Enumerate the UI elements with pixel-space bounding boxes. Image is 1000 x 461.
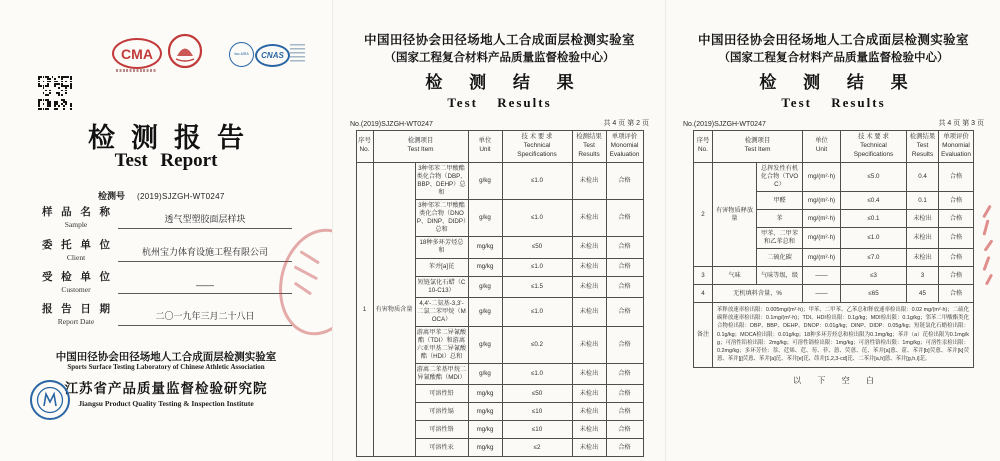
cell-result: 3 (907, 267, 939, 285)
lab-name-en: Sports Surface Testing Laboratory of Chinese Athletic Association (67, 363, 265, 371)
cell-test-item: 苯并[a]芘 (415, 258, 468, 276)
qr-module (61, 94, 63, 96)
cell-spec: ≤1.0 (502, 200, 572, 237)
results-page-3 (665, 0, 1000, 461)
qr-module (49, 92, 51, 94)
cell-test-item: 3种邻苯二甲酸酯类化合物（DBP、BBP、DEHP）总和 (415, 162, 468, 199)
cell-eval: 合格 (939, 192, 974, 210)
qr-module (70, 87, 72, 89)
cell-section-no: 3 (694, 267, 713, 285)
results-table-page3 (693, 130, 974, 368)
remark-text: 苯释放速率检出限：0.005mg/(m²·h)；甲苯、二甲苯、乙苯总和释放速率检出限：0.02 mg/(m²·h)；二硫化碳释放速率检出限：0.1mg/(m²·h)；TDI、HDI检出限：0.1g/kg；MDI检出限：0.1g/kg；邻苯二甲酸酯类化合物检出限：DBP、BBP、DEHP、DNOP：0.01g/kg；DINP、DIDP：0.05g/kg；短链氯化石蜡检出限：0.1g/kg；MOCA检出限：0.01g/kg；18种多环芳烃总和检出限为0.1mg/kg；苯并（a）芘检出限为0.1mg/kg；可溶性铅检出限：2mg/kg；可溶性镉检出限：1mg/kg；可溶性铬检出限：1mg/kg；可溶性汞检出限：0.2mg/kg；多环芳烃：萘、苊烯、苊、芴、菲、蒽、荧蒽、芘、苯并[a]蒽、䓛、苯并[b]荧蒽、苯并[k]荧蒽、苯并[j]荧蒽、苯并[a]芘、苯并[e]芘、茚并[1,2,3-cd]芘、二苯并[a,h]蒽、苯并[g,h,i]苝。 (713, 303, 974, 368)
cma-certificate-number (116, 69, 156, 72)
cell-spec: ≤1.0 (841, 228, 907, 249)
col-header-unit: 单位 Unit (468, 131, 502, 163)
cell-result: 未检出 (907, 210, 939, 228)
cell-unit: —— (803, 285, 841, 303)
cell-test-item: 可溶性铬 (415, 421, 468, 439)
col-header-eval: 单项评价 Monomial Evaluation (606, 131, 643, 163)
cell-unit: mg/kg (468, 258, 502, 276)
cell-eval: 合格 (606, 439, 643, 457)
cell-unit: mg/kg (468, 439, 502, 457)
qr-module (63, 108, 65, 110)
cell-unit: mg/(m²·h) (803, 192, 841, 210)
field-report-date (42, 301, 292, 326)
field-label-en: Client (66, 253, 86, 262)
col-header-item: 检测项目 Test Item (373, 131, 468, 163)
results-page-2 (332, 0, 666, 461)
cell-result: 0.1 (907, 192, 939, 210)
cell-result: 未检出 (572, 326, 606, 363)
cell-spec: ≤0.4 (841, 192, 907, 210)
report-no: No.(2019)SJZGH-WT0247 (683, 121, 766, 128)
cell-spec: ≤1.5 (502, 276, 572, 297)
institute-name-en: Jiangsu Product Quality Testing & Inspection Institute (78, 399, 254, 408)
athletic-association-seal-icon (167, 33, 203, 69)
cell-unit: g/kg (468, 326, 502, 363)
remark-row (694, 303, 974, 368)
page-label: 共 4 页 第 2 页 (603, 120, 649, 127)
page-header-org1: 中国田径协会田径场地人工合成面层检测实验室 (364, 33, 635, 47)
report-number-label: 检测号 (98, 191, 126, 201)
qr-module (47, 94, 49, 96)
cell-unit: mg/(m²·h) (803, 249, 841, 267)
cell-spec: ≤50 (502, 385, 572, 403)
table-row (694, 267, 974, 285)
ilac-mra-logo-icon (229, 42, 254, 67)
cell-unit: g/kg (468, 276, 502, 297)
cell-spec: ≤1.0 (502, 162, 572, 199)
cnas-side-text (290, 44, 305, 63)
page-header-org2: （国家工程复合材料产品质量监督检验中心） (384, 52, 615, 64)
table-head (356, 131, 643, 163)
cell-unit: g/kg (468, 297, 502, 326)
cell-eval: 合格 (939, 210, 974, 228)
cell-section-no: 1 (356, 162, 373, 456)
cell-eval: 合格 (939, 249, 974, 267)
cell-test-item: 可溶性汞 (415, 439, 468, 457)
field-label-cn: 受检单位 (42, 271, 110, 283)
report-no-pagination-row (683, 118, 984, 128)
institute-name-cn: 江苏省产品质量监督检验研究院 (64, 381, 268, 396)
col-header-result: 检测结果 Test Results (572, 131, 606, 163)
cma-label: CMA (121, 45, 153, 62)
cell-spec: ≤10 (502, 403, 572, 421)
report-no: No.(2019)SJZGH-WT0247 (350, 121, 433, 128)
cell-test-item: 可溶性镉 (415, 403, 468, 421)
cell-unit: g/kg (468, 200, 502, 237)
table-row (694, 285, 974, 303)
cell-unit: mg/(m²·h) (803, 162, 841, 191)
qr-code (38, 76, 72, 112)
cell-unit: —— (803, 267, 841, 285)
table-body (694, 162, 974, 367)
qr-module (70, 108, 72, 110)
cell-test-item: 短链氯化石蜡（C10-C13） (415, 276, 468, 297)
field-customer (42, 269, 292, 294)
cell-eval: 合格 (606, 276, 643, 297)
cell-result: 未检出 (907, 228, 939, 249)
field-client (42, 237, 292, 262)
field-value: 二〇一九年三月二十八日 (118, 308, 292, 326)
remark-label: 备注 (694, 303, 713, 368)
field-value: 透气型塑胶面层样块 (118, 211, 292, 229)
col-header-spec: 技 术 要 求 Technical Specifications (502, 131, 572, 163)
cnas-label: CNAS (261, 51, 284, 60)
cell-section-no: 4 (694, 285, 713, 303)
qr-module (49, 105, 51, 107)
cell-eval: 合格 (939, 267, 974, 285)
qr-module (47, 85, 49, 87)
report-no-pagination-row (350, 118, 649, 128)
cell-eval: 合格 (606, 364, 643, 385)
cell-eval: 合格 (606, 326, 643, 363)
table-header-row (694, 131, 974, 163)
cell-test-item: 无机填料含量，% (713, 285, 803, 303)
field-value: 杭州宝力体育设施工程有限公司 (118, 244, 292, 262)
qr-module (45, 90, 47, 92)
cell-unit: mg/kg (468, 385, 502, 403)
cell-spec: ≤2 (502, 439, 572, 457)
cell-test-item: 气味等级，级 (757, 267, 803, 285)
cell-test-item: 甲苯、二甲苯和乙苯总和 (757, 228, 803, 249)
cell-result: 未检出 (572, 364, 606, 385)
cell-test-item: 游离甲苯二异氰酸酯（TDI）和游离六亚甲基二异氰酸酯（HDI）总和 (415, 326, 468, 363)
cell-spec: ≤5.0 (841, 162, 907, 191)
report-title-en: Test Report (114, 150, 218, 171)
cell-test-item: 二硫化碳 (757, 249, 803, 267)
cell-unit: mg/kg (468, 421, 502, 439)
results-title-en: Test Results (781, 95, 886, 110)
cell-eval: 合格 (606, 200, 643, 237)
qr-module (58, 105, 60, 107)
results-title-en: Test Results (447, 95, 552, 110)
cell-test-item: 苯 (757, 210, 803, 228)
page-label: 共 4 页 第 3 页 (938, 120, 984, 127)
cell-eval: 合格 (606, 421, 643, 439)
cell-result: 未检出 (572, 276, 606, 297)
cell-spec: ≤50 (502, 237, 572, 258)
results-title-cn: 检 测 结 果 (425, 73, 585, 92)
cell-eval: 合格 (606, 403, 643, 421)
cell-result: 未检出 (572, 403, 606, 421)
cell-result: 未检出 (572, 162, 606, 199)
results-table-page2 (356, 130, 644, 457)
cnas-logo-icon (255, 44, 290, 67)
cell-unit: mg/(m²·h) (803, 228, 841, 249)
table-header-row (356, 131, 643, 163)
col-header-item: 检测项目 Test Item (713, 131, 803, 163)
cover-page (0, 0, 332, 461)
cell-test-item: 3种邻苯二甲酸酯类化合物（DNOP、DINP、DIDP）总和 (415, 200, 468, 237)
field-label-cn: 报告日期 (42, 303, 110, 315)
institute-blue-seal-icon (29, 377, 71, 423)
cell-result: 未检出 (572, 258, 606, 276)
blank-below-note: 以 下 空 白 (793, 376, 881, 386)
cell-result: 0.4 (907, 162, 939, 191)
cell-result: 未检出 (572, 237, 606, 258)
cell-test-item: 甲醛 (757, 192, 803, 210)
lab-name-cn: 中国田径协会田径场地人工合成面层检测实验室 (55, 351, 277, 363)
cell-spec: ≤0.2 (502, 326, 572, 363)
qr-module (65, 103, 67, 105)
cell-section-name: 气味 (713, 267, 757, 285)
cell-result: 未检出 (572, 297, 606, 326)
cell-eval: 合格 (939, 285, 974, 303)
red-stamp-marks (976, 208, 1000, 294)
col-header-eval: 单项评价 Monomial Evaluation (939, 131, 974, 163)
cell-test-item: 18种多环芳烃总和 (415, 237, 468, 258)
cell-spec: ≤3 (841, 267, 907, 285)
page-header-org1: 中国田径协会田径场地人工合成面层检测实验室 (698, 33, 969, 47)
cell-unit: mg/kg (468, 403, 502, 421)
qr-module (43, 103, 45, 105)
ilac-label: ilac-MRA (234, 51, 249, 56)
cell-spec: ≤0.1 (841, 210, 907, 228)
cell-unit: g/kg (468, 364, 502, 385)
field-sample (42, 204, 292, 229)
cell-unit: mg/(m²·h) (803, 210, 841, 228)
table-body (356, 162, 643, 456)
col-header-result: 检测结果 Test Results (907, 131, 939, 163)
cell-result: 未检出 (572, 421, 606, 439)
field-label-cn: 样品名称 (42, 206, 110, 218)
cell-eval: 合格 (606, 297, 643, 326)
cell-eval: 合格 (606, 237, 643, 258)
cell-result: 未检出 (907, 249, 939, 267)
cell-result: 未检出 (572, 385, 606, 403)
table-row (356, 162, 643, 199)
col-header-no: 序号 No. (356, 131, 373, 163)
report-number-value: (2019)SJZGH-WT0247 (137, 192, 225, 201)
col-header-unit: 单位 Unit (803, 131, 841, 163)
table-row (694, 162, 974, 191)
cell-spec: ≤10 (502, 421, 572, 439)
cell-eval: 合格 (606, 385, 643, 403)
col-header-spec: 技 术 要 求 Technical Specifications (841, 131, 907, 163)
cell-spec: ≤1.0 (502, 364, 572, 385)
cell-spec: ≤1.0 (502, 297, 572, 326)
qr-module (58, 83, 60, 85)
cell-eval: 合格 (606, 162, 643, 199)
field-label-en: Report Date (57, 317, 95, 326)
qr-module (65, 81, 67, 83)
field-label-cn: 委托单位 (42, 239, 110, 251)
field-label-en: Sample (64, 220, 88, 229)
cell-spec: ≤7.0 (841, 249, 907, 267)
cell-unit: g/kg (468, 162, 502, 199)
cell-eval: 合格 (606, 258, 643, 276)
table-head (694, 131, 974, 163)
qr-module (56, 108, 58, 110)
results-title-cn: 检 测 结 果 (759, 73, 919, 92)
cell-unit: mg/kg (468, 237, 502, 258)
cell-section-name: 有害物质含量 (373, 162, 415, 456)
report-number-row (98, 189, 225, 202)
cell-section-name: 有害物质释放量 (713, 162, 757, 266)
qr-module (43, 81, 45, 83)
qr-module (58, 76, 60, 78)
cell-test-item: 4,4'-二氨基-3,3'-二氯二苯甲烷（MOCA） (415, 297, 468, 326)
cell-spec: ≤65 (841, 285, 907, 303)
qr-module (47, 108, 49, 110)
cell-test-item: 可溶性铅 (415, 385, 468, 403)
cell-eval: 合格 (939, 228, 974, 249)
field-value: —— (118, 276, 292, 294)
cell-result: 未检出 (572, 200, 606, 237)
field-label-en: Customer (61, 285, 91, 294)
cell-test-item: 总挥发性有机化合物（TVOC） (757, 162, 803, 191)
col-header-no: 序号 No. (694, 131, 713, 163)
qr-module (65, 92, 67, 94)
cma-accreditation-icon (112, 38, 162, 69)
cell-test-item: 游离二苯基甲烷二异氰酸酯（MDI） (415, 364, 468, 385)
cell-section-no: 2 (694, 162, 713, 266)
cell-result: 未检出 (572, 439, 606, 457)
cell-spec: ≤1.0 (502, 258, 572, 276)
page-header-org2: （国家工程复合材料产品质量监督检验中心） (718, 52, 949, 64)
cell-result: 45 (907, 285, 939, 303)
cell-eval: 合格 (939, 162, 974, 191)
qr-module (61, 90, 63, 92)
qr-module (54, 85, 56, 87)
report-title-cn: 检测报告 (88, 123, 260, 153)
qr-module (49, 81, 51, 83)
